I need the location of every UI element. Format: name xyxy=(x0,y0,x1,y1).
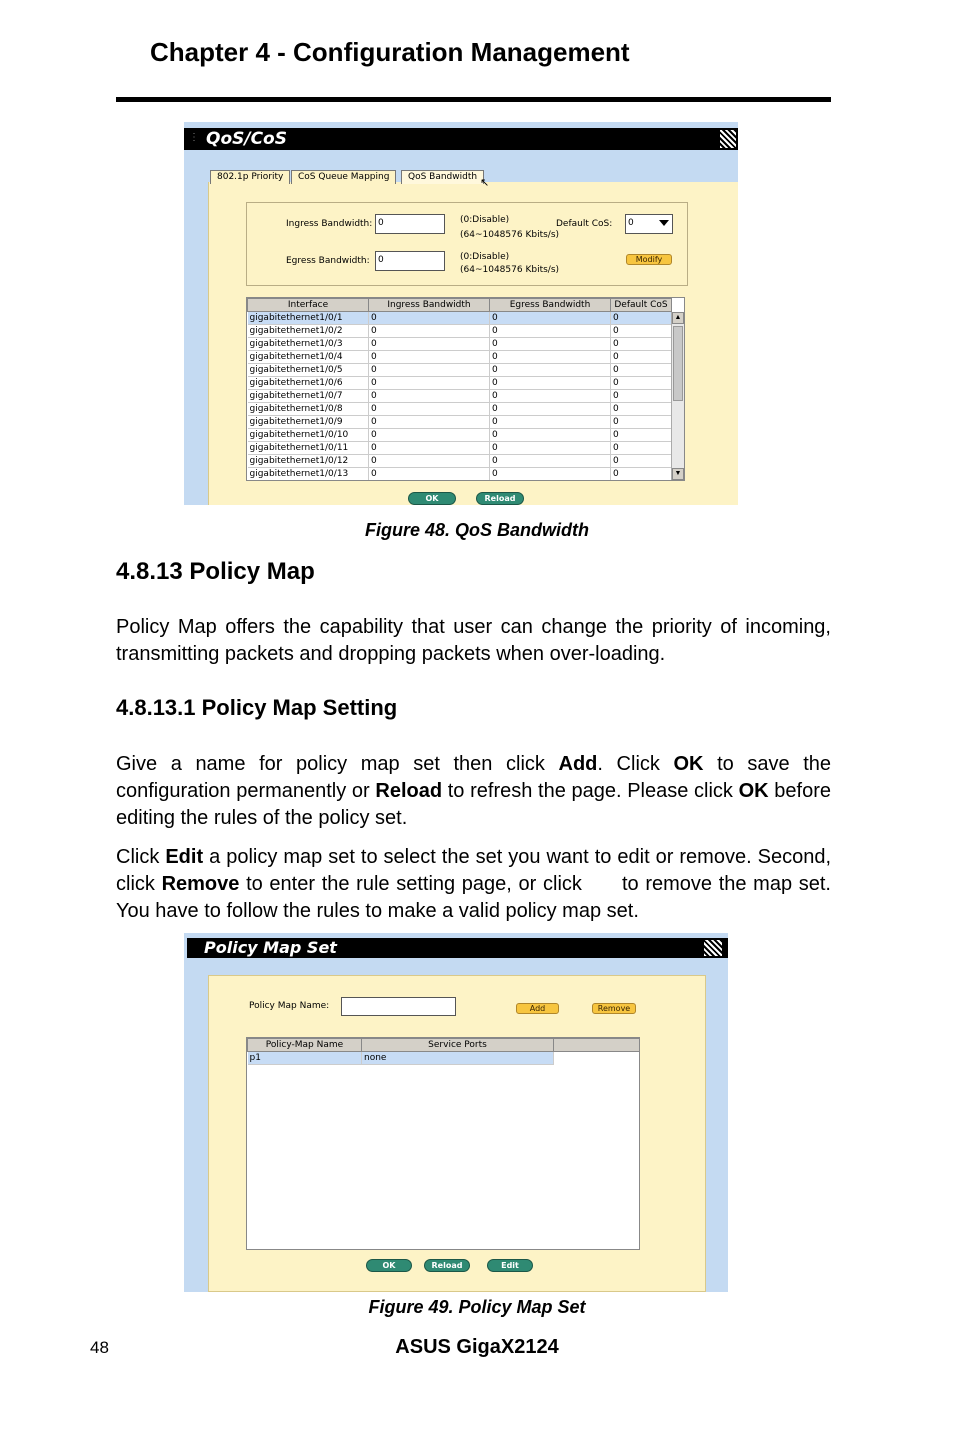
cell-interface: gigabitethernet1/0/1 xyxy=(248,312,369,325)
paragraph-edit-remove xyxy=(116,844,837,925)
cell-ingress: 0 xyxy=(369,377,490,390)
cell-default-cos: 0 xyxy=(611,455,672,468)
window-title: QoS/CoS xyxy=(206,129,287,149)
cell-ingress: 0 xyxy=(369,455,490,468)
titlebar-decoration-icon xyxy=(720,130,736,148)
cell-default-cos: 0 xyxy=(611,325,672,338)
cell-egress: 0 xyxy=(490,416,611,429)
text: before editing the rules of the policy set. xyxy=(116,780,831,829)
cell-interface: gigabitethernet1/0/10 xyxy=(248,429,369,442)
add-button[interactable]: Add xyxy=(516,1003,559,1014)
text: Click xyxy=(116,846,166,868)
text: to enter the rule setting page, or click to remove the map set. You have to follow the rules to make a valid policy map set. xyxy=(116,873,837,922)
ingress-hint-range: (64~1048576 Kbits/s) xyxy=(460,230,560,240)
table-row[interactable] xyxy=(248,468,672,481)
scroll-down-icon[interactable]: ▼ xyxy=(672,468,684,480)
cell-egress: 0 xyxy=(490,312,611,325)
paragraph-policy-setting xyxy=(116,751,831,832)
titlebar-decoration-icon xyxy=(704,940,722,956)
interface-bandwidth-table xyxy=(246,297,685,481)
chevron-down-icon xyxy=(659,220,669,226)
cell-egress: 0 xyxy=(490,429,611,442)
cell-interface: gigabitethernet1/0/6 xyxy=(248,377,369,390)
window-title: Policy Map Set xyxy=(204,938,337,957)
egress-hint-range: (64~1048576 Kbits/s) xyxy=(460,265,560,275)
cell-default-cos: 0 xyxy=(611,390,672,403)
edit-button[interactable]: Edit xyxy=(487,1259,533,1272)
cell-default-cos: 0 xyxy=(611,364,672,377)
table-row[interactable] xyxy=(248,390,672,403)
table-row[interactable] xyxy=(248,351,672,364)
cell-interface: gigabitethernet1/0/13 xyxy=(248,468,369,481)
cell-interface: gigabitethernet1/0/4 xyxy=(248,351,369,364)
table-row[interactable] xyxy=(248,377,672,390)
cell-interface: gigabitethernet1/0/7 xyxy=(248,390,369,403)
column-header-filler xyxy=(554,1039,640,1052)
cell-egress: 0 xyxy=(490,351,611,364)
ingress-hint-disable: (0:Disable) xyxy=(460,215,510,225)
table-row[interactable] xyxy=(248,455,672,468)
table-row[interactable] xyxy=(248,403,672,416)
column-header-policy-map-name[interactable]: Policy-Map Name xyxy=(248,1039,362,1052)
column-header-ingress[interactable]: Ingress Bandwidth xyxy=(369,299,490,312)
column-header-service-ports[interactable]: Service Ports xyxy=(362,1039,554,1052)
text: to save the configuration permanently or xyxy=(116,753,831,802)
default-cos-label: Default CoS: xyxy=(556,219,613,229)
window-titlebar xyxy=(187,938,728,958)
figure-49-caption: Figure 49. Policy Map Set xyxy=(368,1297,586,1317)
cell-default-cos: 0 xyxy=(611,403,672,416)
scroll-thumb[interactable] xyxy=(673,326,683,401)
cell-ingress: 0 xyxy=(369,416,490,429)
figure-48-caption: Figure 48. QoS Bandwidth xyxy=(364,520,589,540)
policy-map-table xyxy=(246,1037,640,1250)
default-cos-value: 0 xyxy=(628,218,634,228)
cell-egress: 0 xyxy=(490,364,611,377)
cell-interface: gigabitethernet1/0/2 xyxy=(248,325,369,338)
cell-interface: gigabitethernet1/0/11 xyxy=(248,442,369,455)
table-row[interactable] xyxy=(248,338,672,351)
policy-map-set-screenshot xyxy=(184,933,728,1292)
table-row[interactable] xyxy=(248,364,672,377)
egress-bandwidth-input[interactable]: 0 xyxy=(375,251,445,271)
cell-egress: 0 xyxy=(490,338,611,351)
cell-interface: gigabitethernet1/0/8 xyxy=(248,403,369,416)
ingress-bandwidth-input[interactable]: 0 xyxy=(375,214,445,234)
column-header-default-cos[interactable]: Default CoS xyxy=(611,299,672,312)
cell-ingress: 0 xyxy=(369,442,490,455)
cell-ingress: 0 xyxy=(369,351,490,364)
policy-map-name-label: Policy Map Name: xyxy=(249,1001,330,1011)
mouse-pointer-icon: ↖ xyxy=(480,177,490,189)
cell-ingress: 0 xyxy=(369,312,490,325)
column-header-interface[interactable]: Interface xyxy=(248,299,369,312)
subsection-heading: 4.8.13.1 Policy Map Setting xyxy=(116,695,398,720)
cell-egress: 0 xyxy=(490,390,611,403)
cell-default-cos: 0 xyxy=(611,442,672,455)
page-number: 48 xyxy=(90,1338,109,1357)
cell-default-cos: 0 xyxy=(611,429,672,442)
ingress-bandwidth-label: Ingress Bandwidth: xyxy=(286,219,373,229)
cell-ingress: 0 xyxy=(369,390,490,403)
cell-ingress: 0 xyxy=(369,338,490,351)
cell-interface: gigabitethernet1/0/9 xyxy=(248,416,369,429)
cell-ingress: 0 xyxy=(369,429,490,442)
footer-product: ASUS GigaX2124 xyxy=(395,1336,559,1358)
tab-cos-queue-mapping[interactable]: CoS Queue Mapping xyxy=(291,170,396,184)
table-header-row xyxy=(248,1039,640,1052)
bold-edit: Edit xyxy=(165,846,204,868)
cell-egress: 0 xyxy=(490,468,611,481)
reload-button[interactable]: Reload xyxy=(476,492,524,505)
scroll-up-icon[interactable]: ▲ xyxy=(672,312,684,324)
section-intro: Policy Map offers the capability that user can change the priority of incoming, transmitting packets and dropping packets when over-loading. xyxy=(116,616,831,665)
policy-map-name-input[interactable] xyxy=(341,997,456,1016)
chapter-title: Chapter 4 - Configuration Management xyxy=(150,37,630,67)
cell-ingress: 0 xyxy=(369,468,490,481)
tab-qos-bandwidth[interactable]: QoS Bandwidth xyxy=(401,170,484,184)
cell-ingress: 0 xyxy=(369,325,490,338)
cell-egress: 0 xyxy=(490,455,611,468)
remove-button[interactable]: Remove xyxy=(592,1003,636,1014)
cell-filler xyxy=(554,1052,640,1065)
cell-service-ports: none xyxy=(362,1052,554,1065)
section-heading: 4.8.13 Policy Map xyxy=(116,558,315,585)
cell-ingress: 0 xyxy=(369,364,490,377)
table-row[interactable] xyxy=(248,442,672,455)
table-row[interactable] xyxy=(248,1052,640,1065)
interface-table xyxy=(247,298,672,481)
table-scrollbar[interactable] xyxy=(671,312,684,480)
egress-hint-disable: (0:Disable) xyxy=(460,252,510,262)
ok-button[interactable]: OK xyxy=(408,492,456,505)
header-rule xyxy=(116,97,831,102)
cell-interface: gigabitethernet1/0/3 xyxy=(248,338,369,351)
table-row[interactable] xyxy=(248,429,672,442)
cell-default-cos: 0 xyxy=(611,338,672,351)
cell-default-cos: 0 xyxy=(611,351,672,364)
text: to refresh the page. Please click xyxy=(442,780,739,802)
bold-ok: OK xyxy=(738,780,769,802)
cell-interface: gigabitethernet1/0/12 xyxy=(248,455,369,468)
cell-egress: 0 xyxy=(490,377,611,390)
column-header-egress[interactable]: Egress Bandwidth xyxy=(490,299,611,312)
bold-remove: Remove xyxy=(161,873,240,895)
table-row[interactable] xyxy=(248,325,672,338)
table-row[interactable] xyxy=(248,416,672,429)
reload-button[interactable]: Reload xyxy=(424,1259,470,1272)
qos-bandwidth-screenshot xyxy=(184,122,738,505)
text: Give a name for policy map set then click xyxy=(116,753,559,775)
ok-button[interactable]: OK xyxy=(366,1259,412,1272)
modify-button[interactable]: Modify xyxy=(626,254,672,265)
cell-default-cos: 0 xyxy=(611,312,672,325)
cell-interface: gigabitethernet1/0/5 xyxy=(248,364,369,377)
policy-table xyxy=(247,1038,640,1065)
table-row[interactable] xyxy=(248,312,672,325)
bold-add: Add xyxy=(558,753,598,775)
bold-reload: Reload xyxy=(375,780,443,802)
text: a policy map set to select the set you want to edit or remove. Second, click xyxy=(116,846,832,895)
egress-bandwidth-label: Egress Bandwidth: xyxy=(286,256,370,266)
cell-policy-map-name: p1 xyxy=(248,1052,362,1065)
cell-egress: 0 xyxy=(490,325,611,338)
grip-icon: ⋮ xyxy=(189,132,199,143)
bold-ok: OK xyxy=(673,753,704,775)
cell-egress: 0 xyxy=(490,403,611,416)
window-titlebar xyxy=(184,128,738,150)
tab-8021p-priority[interactable]: 802.1p Priority xyxy=(210,170,290,184)
cell-default-cos: 0 xyxy=(611,377,672,390)
table-header-row xyxy=(248,299,672,312)
cell-default-cos: 0 xyxy=(611,468,672,481)
cell-ingress: 0 xyxy=(369,403,490,416)
default-cos-select[interactable] xyxy=(625,214,673,234)
cell-egress: 0 xyxy=(490,442,611,455)
cell-default-cos: 0 xyxy=(611,416,672,429)
text: . Click xyxy=(597,753,674,775)
